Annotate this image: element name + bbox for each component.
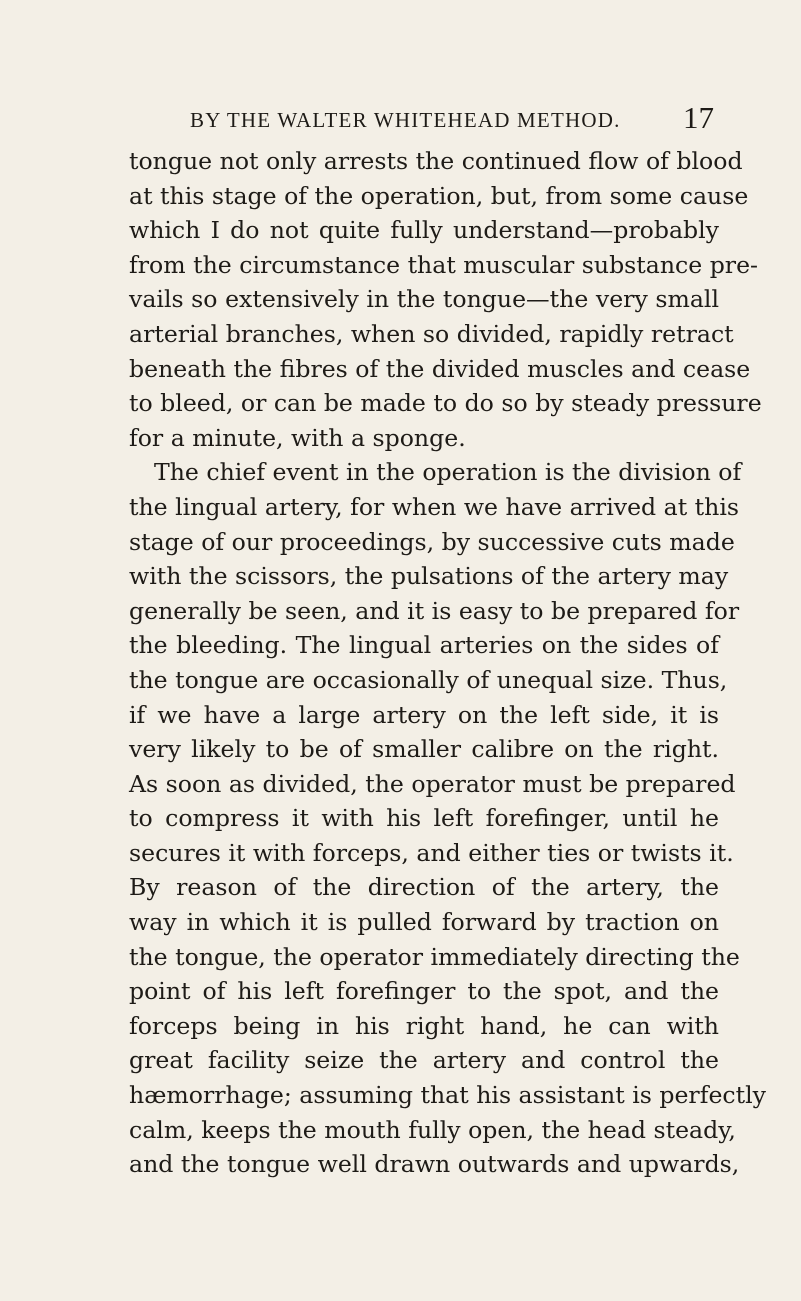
text-line: arterial branches, when so divided, rapidly retract [129,319,734,348]
text-line: and the tongue well drawn outwards and upwards, [129,1150,740,1179]
text-line: tongue not only arrests the continued flow of blood [129,147,743,175]
text-line: for a minute, with a sponge. [129,423,466,452]
text-line: if we have a large artery on the left side, it is [129,700,719,729]
text-line: secures it with forceps, and either ties or twists it. [129,838,734,867]
body-text [129,144,766,1182]
paragraph-start-line: The chief event in the operation is the division of [154,458,742,487]
text-line: point of his left forefinger to the spot, and the [129,977,719,1006]
text-line: calm, keeps the mouth fully open, the head steady, [129,1115,736,1144]
text-line: at this stage of the operation, but, from some cause [129,181,749,210]
page-number: 17 [683,100,714,135]
text-line: way in which it is pulled forward by traction on [129,908,719,937]
text-line: with the scissors, the pulsations of the artery may [129,562,729,591]
running-title: BY THE WALTER WHITEHEAD METHOD. [190,108,621,132]
text-line: the lingual artery, for when we have arrived at this [129,492,740,521]
text-line: which I do not quite fully understand—probably [129,216,719,245]
text-line: to compress it with his left forefinger, until he [129,804,719,833]
text-line: hæmorrhage; assuming that his assistant is perfectly [129,1081,766,1110]
text-line: to bleed, or can be made to do so by steady pressure [129,389,762,418]
text-line: forceps being in his right hand, he can with [129,1011,719,1040]
text-line: the bleeding. The lingual arteries on the sides of [129,631,719,660]
text-line: By reason of the direction of the artery, the [129,873,719,902]
text-line: the tongue, the operator immediately directing the [129,942,740,971]
text-line: very likely to be of smaller calibre on the right. [129,735,719,764]
text-line: As soon as divided, the operator must be prepared [129,769,736,798]
text-line: vails so extensively in the tongue—the very small [129,285,719,314]
text-line: from the circumstance that muscular substance pre- [129,250,759,279]
text-line: beneath the fibres of the divided muscles and cease [129,354,751,383]
text-line: great facility seize the artery and control the [129,1046,719,1075]
text-line: stage of our proceedings, by successive cuts made [129,527,735,556]
text-line: generally be seen, and it is easy to be prepared for [129,596,740,625]
text-line: the tongue are occasionally of unequal size. Thus, [129,665,728,694]
running-head [190,100,714,136]
